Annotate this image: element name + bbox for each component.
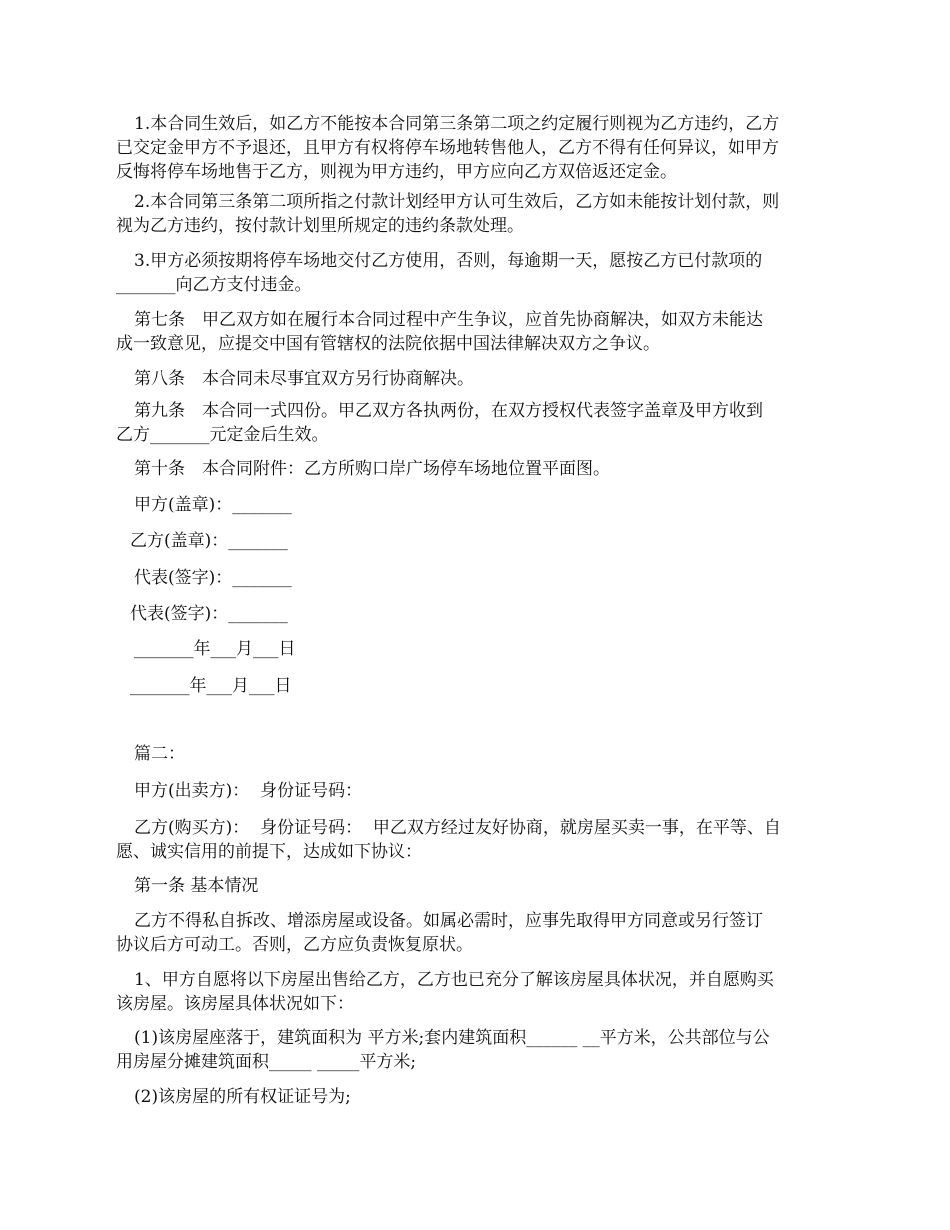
text-line: 第十条 本合同附件：乙方所购口岸广场停车场地位置平面图。: [134, 459, 610, 479]
text-line: 乙方(盖章)：_______: [130, 531, 288, 551]
text-line: 第八条 本合同未尽事宜双方另行协商解决。: [134, 369, 474, 389]
text-line: 3.甲方必须按期将停车场地交付乙方使用，否则，每逾期一天，愿按乙方已付款项的: [134, 251, 763, 271]
text-line: _______向乙方支付违金。: [116, 275, 312, 295]
text-line: _______年___月___日: [130, 676, 292, 696]
text-line: 第七条 甲乙双方如在履行本合同过程中产生争议，应首先协商解决，如双方未能达: [134, 310, 763, 330]
signature-party-a: [116, 493, 840, 517]
paragraph-seller: [116, 779, 840, 803]
text-line: 用房屋分摊建筑面积_____ _____平方米;: [116, 1052, 417, 1072]
text-line: 视为乙方违约，按付款计划里所规定的违约条款处理。: [116, 216, 524, 236]
paragraph-clause-1: [116, 112, 840, 184]
paragraph-article-8: [116, 367, 840, 391]
text-line: 代表(签字)：_______: [134, 568, 292, 588]
text-line: 乙方不得私自拆改、增添房屋或设备。如属必需时，应事先取得甲方同意或另行签订: [134, 911, 763, 931]
text-line: 第一条 基本情况: [134, 876, 259, 896]
text-line: 2.本合同第三条第二项所指之付款计划经甲方认可生效后，乙方如未能按计划付款，则: [134, 192, 780, 212]
signature-party-b: [116, 529, 840, 553]
text-line: 1.本合同生效后，如乙方不能按本合同第三条第二项之约定履行则视为乙方违约，乙方: [134, 114, 780, 134]
signature-representative-b: [116, 602, 840, 626]
text-line: 第九条 本合同一式四份。甲乙双方各执两份，在双方授权代表签字盖章及甲方收到: [134, 401, 763, 421]
paragraph-clause-3: [116, 249, 840, 297]
text-line: 甲方(出卖方)： 身份证号码：: [134, 781, 363, 801]
signature-date-a: [116, 637, 840, 661]
paragraph-article-9: [116, 399, 840, 447]
text-line: 代表(签字)：_______: [130, 604, 288, 624]
paragraph-buyer: [116, 816, 840, 864]
paragraph-clause-2: [116, 190, 840, 238]
text-line: 反悔将停车场地售于乙方，则视为甲方违约，甲方应向乙方双倍返还定金。: [116, 162, 677, 182]
text-line: 乙方_______元定金后生效。: [116, 425, 329, 445]
paragraph-house-sale: [116, 968, 840, 1016]
text-line: 甲方(盖章)：_______: [134, 495, 292, 515]
text-line: 乙方(购买方)： 身份证号码： 甲乙双方经过友好协商，就房屋买卖一事，在平等、自: [134, 818, 781, 838]
paragraph-article-7: [116, 308, 840, 356]
text-line: 篇二：: [134, 744, 185, 764]
text-line: 1、甲方自愿将以下房屋出售给乙方，乙方也已充分了解该房屋具体状况，并自愿购买: [134, 970, 774, 990]
paragraph-article-10: [116, 457, 840, 481]
text-line: (2)该房屋的所有权证证号为;: [134, 1087, 351, 1107]
paragraph-ownership-certificate: [116, 1085, 840, 1109]
text-line: 该房屋。该房屋具体状况如下：: [116, 994, 354, 1014]
text-line: 已交定金甲方不予退还，且甲方有权将停车场地转售他人，乙方不得有任何异议，如甲方: [116, 138, 779, 158]
text-line: 愿、诚实信用的前提下，达成如下协议：: [116, 842, 422, 862]
paragraph-house-location: [116, 1026, 840, 1074]
text-line: 成一致意见，应提交中国有管辖权的法院依据中国法律解决双方之争议。: [116, 334, 660, 354]
paragraph-no-modification: [116, 909, 840, 957]
signature-representative-a: [116, 566, 840, 590]
text-line: (1)该房屋座落于，建筑面积为 平方米;套内建筑面积______ __平方米，公共部位与公: [134, 1028, 770, 1048]
text-line: 协议后方可动工。否则，乙方应负责恢复原状。: [116, 935, 473, 955]
text-line: _______年___月___日: [134, 639, 296, 659]
article-1-heading: [116, 874, 840, 898]
section-heading-part-2: [116, 742, 840, 766]
signature-date-b: [116, 674, 840, 698]
